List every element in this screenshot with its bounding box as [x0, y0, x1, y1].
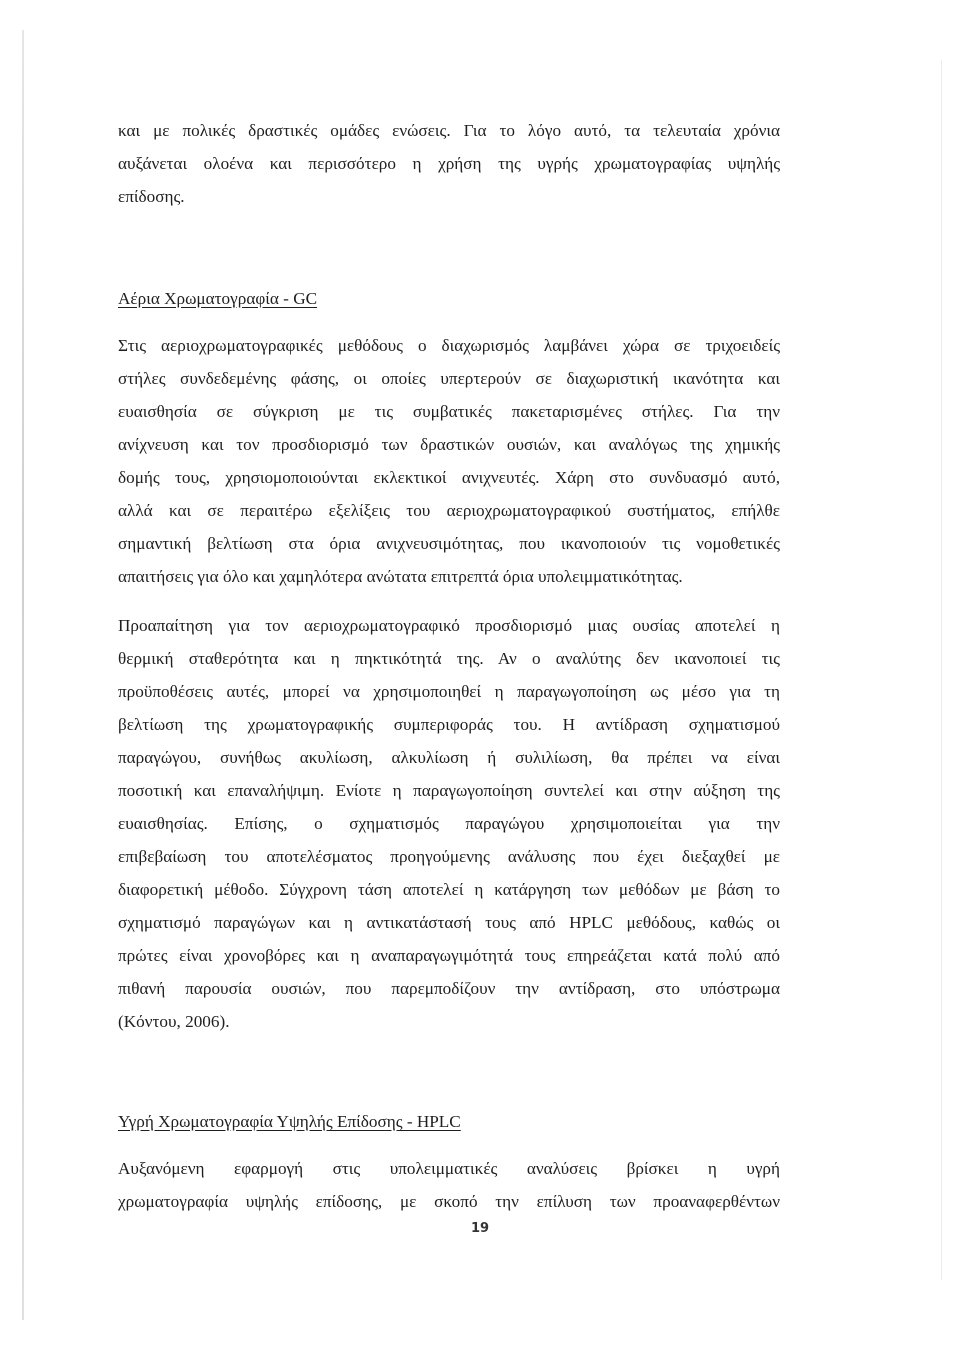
scan-edge-left — [22, 30, 24, 1320]
text-line: ευαισθησία σε σύγκριση με τις συμβατικές πακεταρισμένες στήλες. Για την — [118, 402, 780, 421]
text-line: διαφορετική μέθοδο. Σύγχρονη τάση αποτελεί η κατάργηση των μεθόδων με βάση το — [118, 880, 780, 899]
text-line: αυξάνεται ολοένα και περισσότερο η χρήση της υγρής χρωματογραφίας υψηλής — [118, 154, 780, 173]
text-line: θερμική σταθερότητα και η πηκτικότητά της. Αν ο αναλύτης δεν ικανοποιεί τις — [118, 649, 780, 668]
derivatization-paragraph — [118, 609, 780, 1038]
text-line: σημαντική βελτίωση στα όρια ανιχνευσιμότητας, που ικανοποιούν τις νομοθετικές — [118, 534, 780, 553]
text-line: βελτίωση της χρωματογραφικής συμπεριφοράς του. Η αντίδραση σχηματισμού — [118, 715, 780, 734]
text-line: απαιτήσεις για όλο και χαμηλότερα ανώτατα επιτρεπτά όρια υπολειμματικότητας. — [118, 567, 683, 586]
text-line: ποσοτική και επαναλήψιμη. Ενίοτε η παραγωγοποίηση συντελεί και στην αύξηση της — [118, 781, 780, 800]
text-line: στήλες συνδεδεμένης φάσης, οι οποίες υπερτερούν σε διαχωριστική ικανότητα και — [118, 369, 780, 388]
text-line: Στις αεριοχρωματογραφικές μεθόδους ο διαχωρισμός λαμβάνει χώρα σε τριχοειδείς — [118, 336, 780, 355]
text-line: χρωματογραφία υψηλής επίδοσης, με σκοπό την επίλυση των προαναφερθέντων — [118, 1192, 780, 1211]
section-heading-hplc — [118, 1107, 780, 1137]
text-line: και με πολικές δραστικές ομάδες ενώσεις. Για το λόγο αυτό, τα τελευταία χρόνια — [118, 121, 780, 140]
text-line: δομής τους, χρησιομοποιούνται εκλεκτικοί ανιχνευτές. Χάρη στο συνδυασμό αυτό, — [118, 468, 780, 487]
intro-paragraph — [118, 114, 780, 213]
text-line: πιθανή παρουσία ουσιών, που παρεμποδίζουν την αντίδραση, στο υπόστρωμα — [118, 979, 780, 998]
gc-paragraph — [118, 329, 780, 593]
text-line: Προαπαίτηση για τον αεριοχρωματογραφικό προσδιορισμό μιας ουσίας αποτελεί η — [118, 616, 780, 635]
section-heading-hplc-text: Υγρή Χρωματογραφία Υψηλής Επίδοσης - HPLC — [118, 1112, 461, 1131]
text-line: προϋποθέσεις αυτές, μπορεί να χρησιμοποιηθεί η παραγωγοποίηση ως μέσο για τη — [118, 682, 780, 701]
text-line: πρώτες είναι χρονοβόρες και η αναπαραγωγιμότητά τους επηρεάζεται κατά πολύ από — [118, 946, 780, 965]
section-heading-gc-text: Αέρια Χρωματογραφία - GC — [118, 289, 318, 308]
text-line: ευαισθησίας. Επίσης, ο σχηματισμός παραγώγου χρησιμοποιείται για την — [118, 814, 780, 833]
hplc-paragraph — [118, 1152, 780, 1218]
text-line: επίδοσης. — [118, 187, 185, 206]
text-line: (Κόντου, 2006). — [118, 1012, 230, 1031]
text-line: ανίχνευση και τον προσδιορισμό των δραστικών ουσιών, και αναλόγως της χημικής — [118, 435, 780, 454]
page-number: 19 — [470, 1221, 490, 1236]
scan-edge-right — [941, 60, 942, 1280]
text-line: σχηματισμό παραγώγων και η αντικατάστασή τους από HPLC μεθόδους, καθώς οι — [118, 913, 780, 932]
text-line: παραγώγου, συνήθως ακυλίωση, αλκυλίωση ή συλιλίωση, θα πρέπει να είναι — [118, 748, 780, 767]
section-heading-gc — [118, 284, 780, 314]
text-line: επιβεβαίωση του αποτελέσματος προηγούμενης ανάλυσης που έχει διεξαχθεί με — [118, 847, 780, 866]
text-line: Αυξανόμενη εφαρμογή στις υπολειμματικές αναλύσεις βρίσκει η υγρή — [118, 1159, 780, 1178]
text-line: αλλά και σε περαιτέρω εξελίξεις του αεριοχρωματογραφικού συστήματος, επήλθε — [118, 501, 780, 520]
